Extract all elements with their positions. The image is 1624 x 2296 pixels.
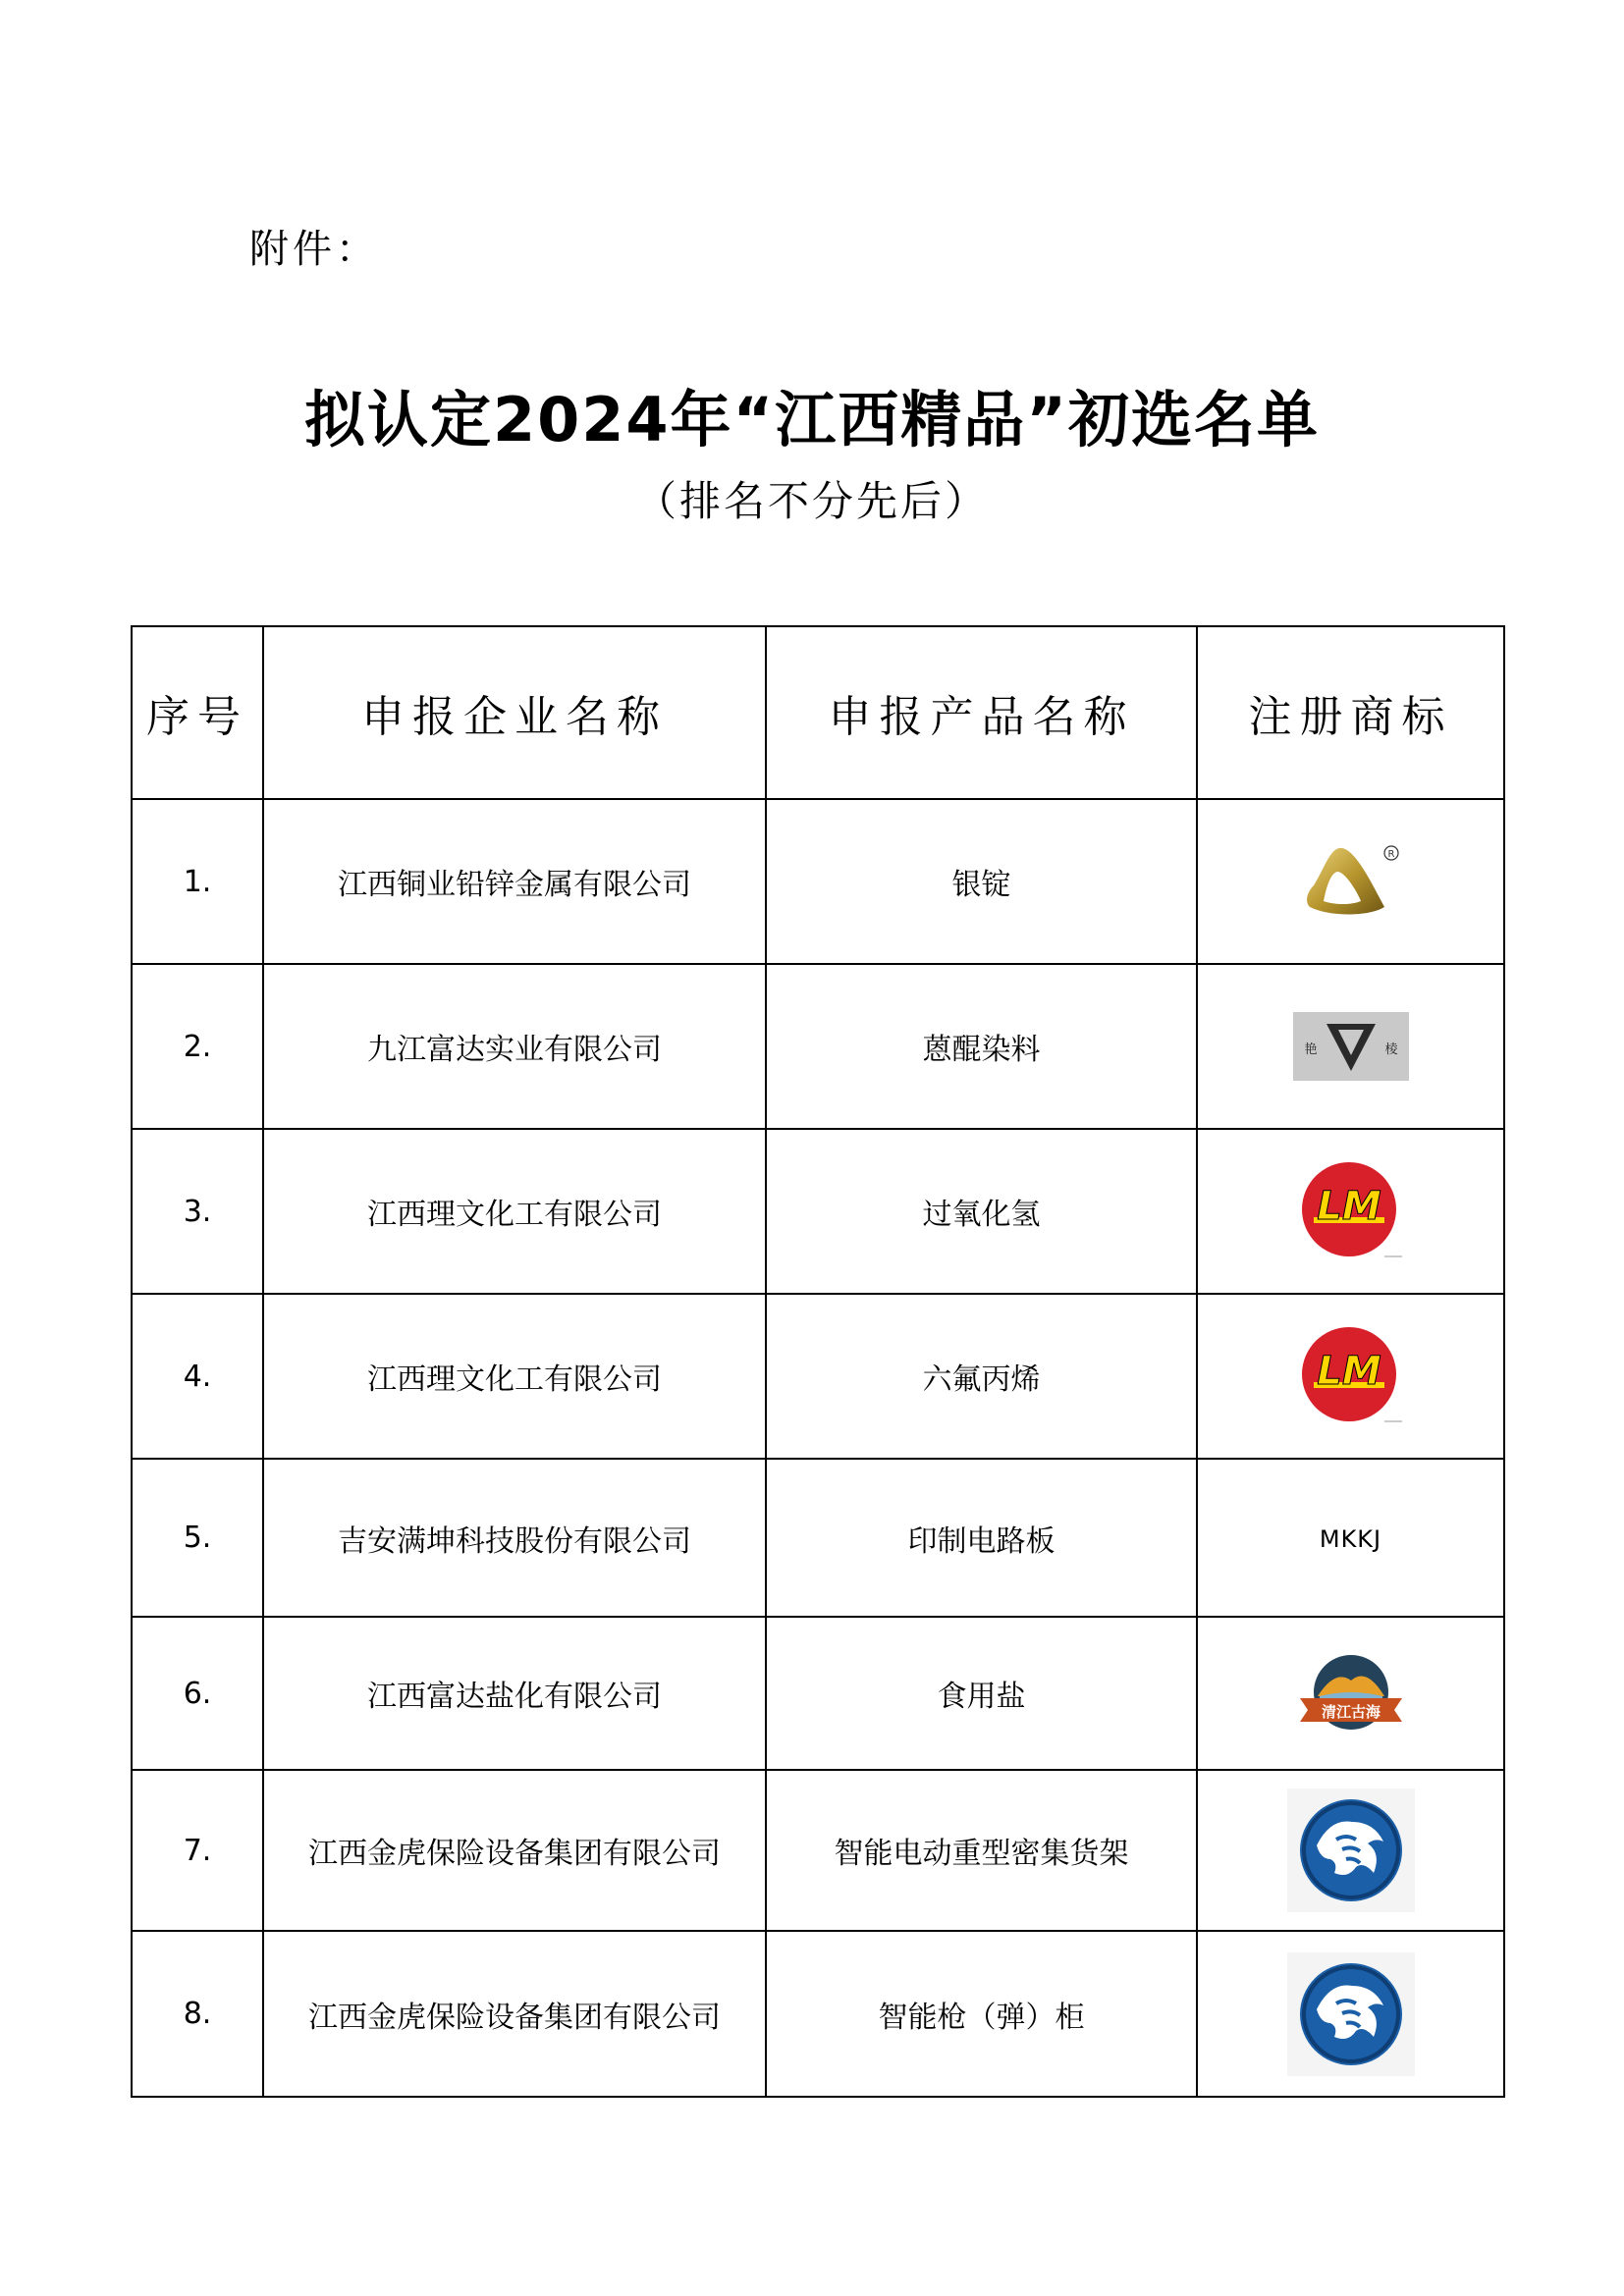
header-company: 申报企业名称 xyxy=(263,626,766,799)
trademark-text: 清江古海 xyxy=(1321,1703,1380,1721)
row-company: 九江富达实业有限公司 xyxy=(263,964,766,1129)
page-title: 拟认定2024年“江西精品”初选名单 xyxy=(303,384,1321,455)
row-seq: 1. xyxy=(132,799,263,964)
table-row xyxy=(132,964,1504,1129)
trademark-text: MKKJ xyxy=(1319,1525,1382,1553)
table-row xyxy=(132,1459,1504,1617)
trademark-lm-text: LM xyxy=(1316,1349,1381,1394)
row-seq: 7. xyxy=(132,1770,263,1931)
table-row xyxy=(132,1294,1504,1459)
row-trademark xyxy=(1197,1459,1504,1617)
row-seq: 8. xyxy=(132,1931,263,2097)
row-seq: 4. xyxy=(132,1294,263,1459)
row-product: 食用盐 xyxy=(766,1617,1197,1770)
row-product: 印制电路板 xyxy=(766,1459,1197,1617)
table-row xyxy=(132,799,1504,964)
row-trademark xyxy=(1197,799,1504,964)
red-lm-circle-logo-icon xyxy=(1300,1325,1402,1427)
row-company: 江西铜业铅锌金属有限公司 xyxy=(263,799,766,964)
row-product: 蒽醌染料 xyxy=(766,964,1197,1129)
salt-landscape-badge-logo-icon xyxy=(1296,1651,1406,1735)
row-product: 智能电动重型密集货架 xyxy=(766,1770,1197,1931)
row-company: 吉安满坤科技股份有限公司 xyxy=(263,1459,766,1617)
row-company: 江西富达盐化有限公司 xyxy=(263,1617,766,1770)
row-seq: 5. xyxy=(132,1459,263,1617)
table-row xyxy=(132,1129,1504,1294)
candidate-table xyxy=(131,625,1505,2098)
svg-text:R: R xyxy=(1387,849,1394,860)
row-product: 银锭 xyxy=(766,799,1197,964)
gray-v-badge-logo-icon xyxy=(1293,1012,1409,1081)
red-lm-circle-logo-icon xyxy=(1300,1160,1402,1262)
table-row xyxy=(132,1931,1504,2097)
row-company: 江西金虎保险设备集团有限公司 xyxy=(263,1770,766,1931)
row-product: 智能枪（弹）柜 xyxy=(766,1931,1197,2097)
row-trademark xyxy=(1197,964,1504,1129)
trademark-char-right: 棱 xyxy=(1383,1042,1398,1057)
row-seq: 6. xyxy=(132,1617,263,1770)
row-company: 江西理文化工有限公司 xyxy=(263,1294,766,1459)
row-trademark xyxy=(1197,1931,1504,2097)
row-trademark xyxy=(1197,1129,1504,1294)
table-header-row xyxy=(132,626,1504,799)
trademark-char-left: 艳 xyxy=(1303,1042,1318,1057)
table-row xyxy=(132,1770,1504,1931)
gold-triangle-logo-icon xyxy=(1300,842,1402,921)
header-seq: 序号 xyxy=(132,626,263,799)
row-trademark xyxy=(1197,1617,1504,1770)
row-trademark xyxy=(1197,1294,1504,1459)
page-subtitle: （排名不分先后） xyxy=(634,477,989,525)
table-row xyxy=(132,1617,1504,1770)
row-company: 江西理文化工有限公司 xyxy=(263,1129,766,1294)
header-trademark: 注册商标 xyxy=(1197,626,1504,799)
header-product: 申报产品名称 xyxy=(766,626,1197,799)
row-seq: 3. xyxy=(132,1129,263,1294)
row-product: 过氧化氢 xyxy=(766,1129,1197,1294)
row-product: 六氟丙烯 xyxy=(766,1294,1197,1459)
row-seq: 2. xyxy=(132,964,263,1129)
blue-tiger-circle-logo-icon xyxy=(1287,1789,1415,1912)
blue-tiger-circle-logo-icon xyxy=(1287,1952,1415,2076)
row-company: 江西金虎保险设备集团有限公司 xyxy=(263,1931,766,2097)
attachment-label: 附件： xyxy=(249,227,379,272)
trademark-lm-text: LM xyxy=(1316,1184,1381,1229)
row-trademark xyxy=(1197,1770,1504,1931)
